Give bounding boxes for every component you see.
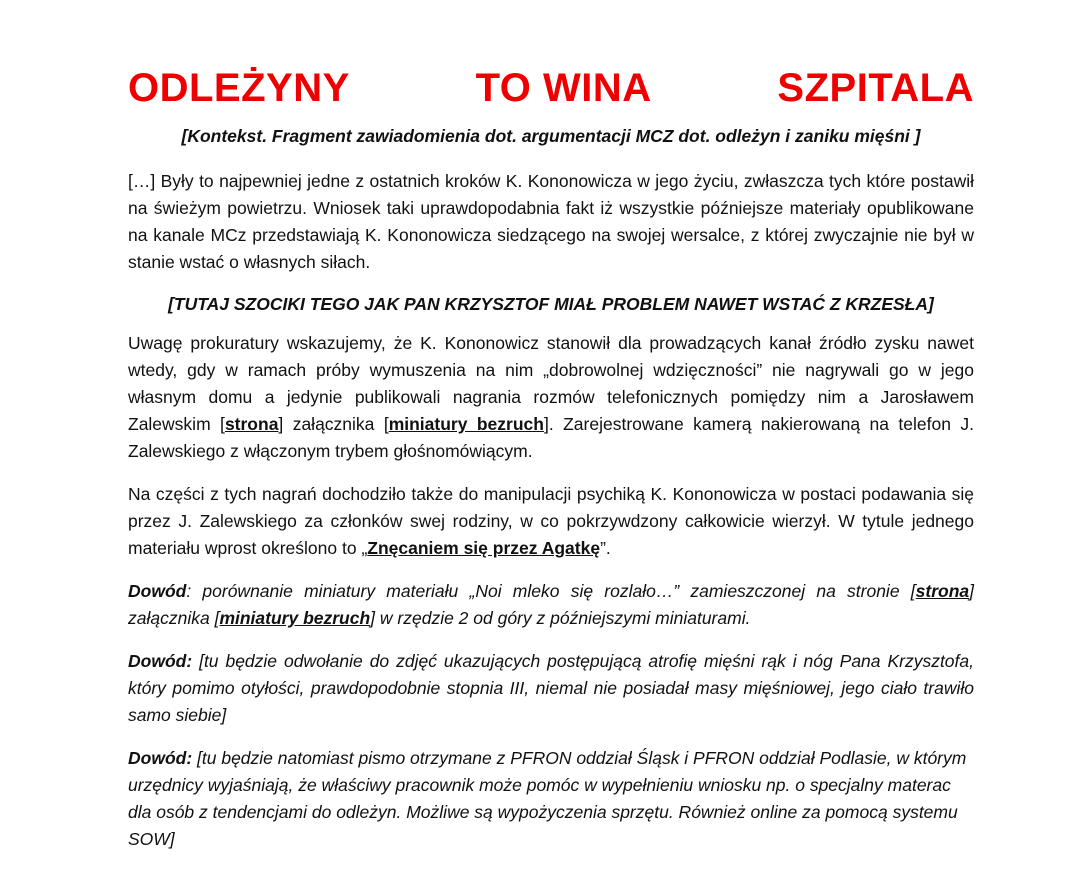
- evidence-1: [128, 578, 974, 632]
- evidence-strona-link[interactable]: strona: [915, 581, 970, 601]
- paragraph-3-text-a: Na części z tych nagrań dochodziło także do manipulacji psychiką K. Kononowicza w postaci podawania się przez J. Zalewskiego za członków swej rodziny, w co pokrzywdzony całkowicie wierzył. W tytule jednego materiału wprost określono to „: [128, 484, 974, 558]
- evidence-2-text: [tu będzie odwołanie do zdjęć ukazujących postępującą atrofię mięśni rąk i nóg Pana Krzysztofa, który pomimo otyłości, prawdopodobnie stopnia III, niemal nie posiadał masy mięśniowej, jego ciało trawiło samo siebie]: [128, 651, 974, 725]
- document-title: [128, 62, 974, 114]
- title-word-1: ODLEŻYNY: [128, 66, 350, 110]
- title-word-3: SZPITALA: [777, 66, 974, 110]
- evidence-2: [128, 648, 974, 729]
- evidence-1-text-c: ] w rzędzie 2 od góry z późniejszymi miniaturami.: [370, 608, 751, 628]
- title-word-2: TO WINA: [475, 66, 652, 110]
- evidence-3-text: [tu będzie natomiast pismo otrzymane z PFRON oddział Śląsk i PFRON oddział Podlasie, w którym urzędnicy wyjaśniają, że właściwy pracownik może pomóc w wypełnieniu wniosku np. o specjalny materac dla osób z tendencjami do odleżyn. Możliwe są wypożyczenia sprzętu. Również online za pomocą systemu SOW]: [128, 748, 967, 849]
- paragraph-2: [128, 330, 974, 465]
- paragraph-3-text-b: ”.: [600, 538, 611, 558]
- evidence-3: [128, 745, 974, 853]
- placeholder-note: [TUTAJ SZOCIKI TEGO JAK PAN KRZYSZTOF MIAŁ PROBLEM NAWET WSTAĆ Z KRZESŁA]: [168, 294, 934, 314]
- context-note: [Kontekst. Fragment zawiadomienia dot. argumentacji MCZ dot. odleżyn i zaniku mięśni ]: [181, 126, 921, 146]
- evidence-3-label: Dowód:: [128, 748, 193, 768]
- paragraph-2-text-c: ]. Zarejestrowane kamerą nakierowaną na telefon J. Zalewskiego z włączonym trybem głośnomówiącym.: [128, 414, 975, 461]
- evidence-1-text-a: : porównanie miniatury materiału „Noi mleko się rozlało…” zamieszczonej na stronie [: [186, 581, 916, 601]
- evidence-1-label: Dowód: [128, 581, 187, 601]
- strona-link[interactable]: strona: [224, 414, 279, 434]
- paragraph-2-text-b: ] załącznika [: [278, 414, 389, 434]
- evidence-miniatury-link[interactable]: miniatury bezruch: [219, 608, 371, 628]
- agatka-link[interactable]: Znęcaniem się przez Agatkę: [367, 538, 601, 558]
- evidence-2-label: Dowód:: [128, 651, 193, 671]
- paragraph-2-text-a: Uwagę prokuratury wskazujemy, że K. Kononowicz stanowił dla prowadzących kanał źródło zysku nawet wtedy, gdy w ramach próby wymuszenia na nim „dobrowolnej wdzięczności” nie nagrywali go w jego własnym domu a jedynie publikowali nagrania rozmów telefonicznych pomiędzy nim a Jarosławem Zalewskim [: [128, 333, 974, 434]
- paragraph-3: [128, 481, 974, 562]
- paragraph-1: […] Były to najpewniej jedne z ostatnich kroków K. Kononowicza w jego życiu, zwłaszcza tych które postawił na świeżym powietrzu. Wniosek taki uprawdopodabnia fakt iż wszystkie późniejsze materiały opublikowane na kanale MCz przedstawiają K. Kononowicza siedzącego na swojej wersalce, z której zwyczajnie nie był w stanie wstać o własnych siłach.: [128, 171, 974, 272]
- miniatury-bezruch-link[interactable]: miniatury bezruch: [388, 414, 544, 434]
- evidence-1-text-b: ] załącznika [: [128, 581, 974, 628]
- document-page: [128, 62, 974, 869]
